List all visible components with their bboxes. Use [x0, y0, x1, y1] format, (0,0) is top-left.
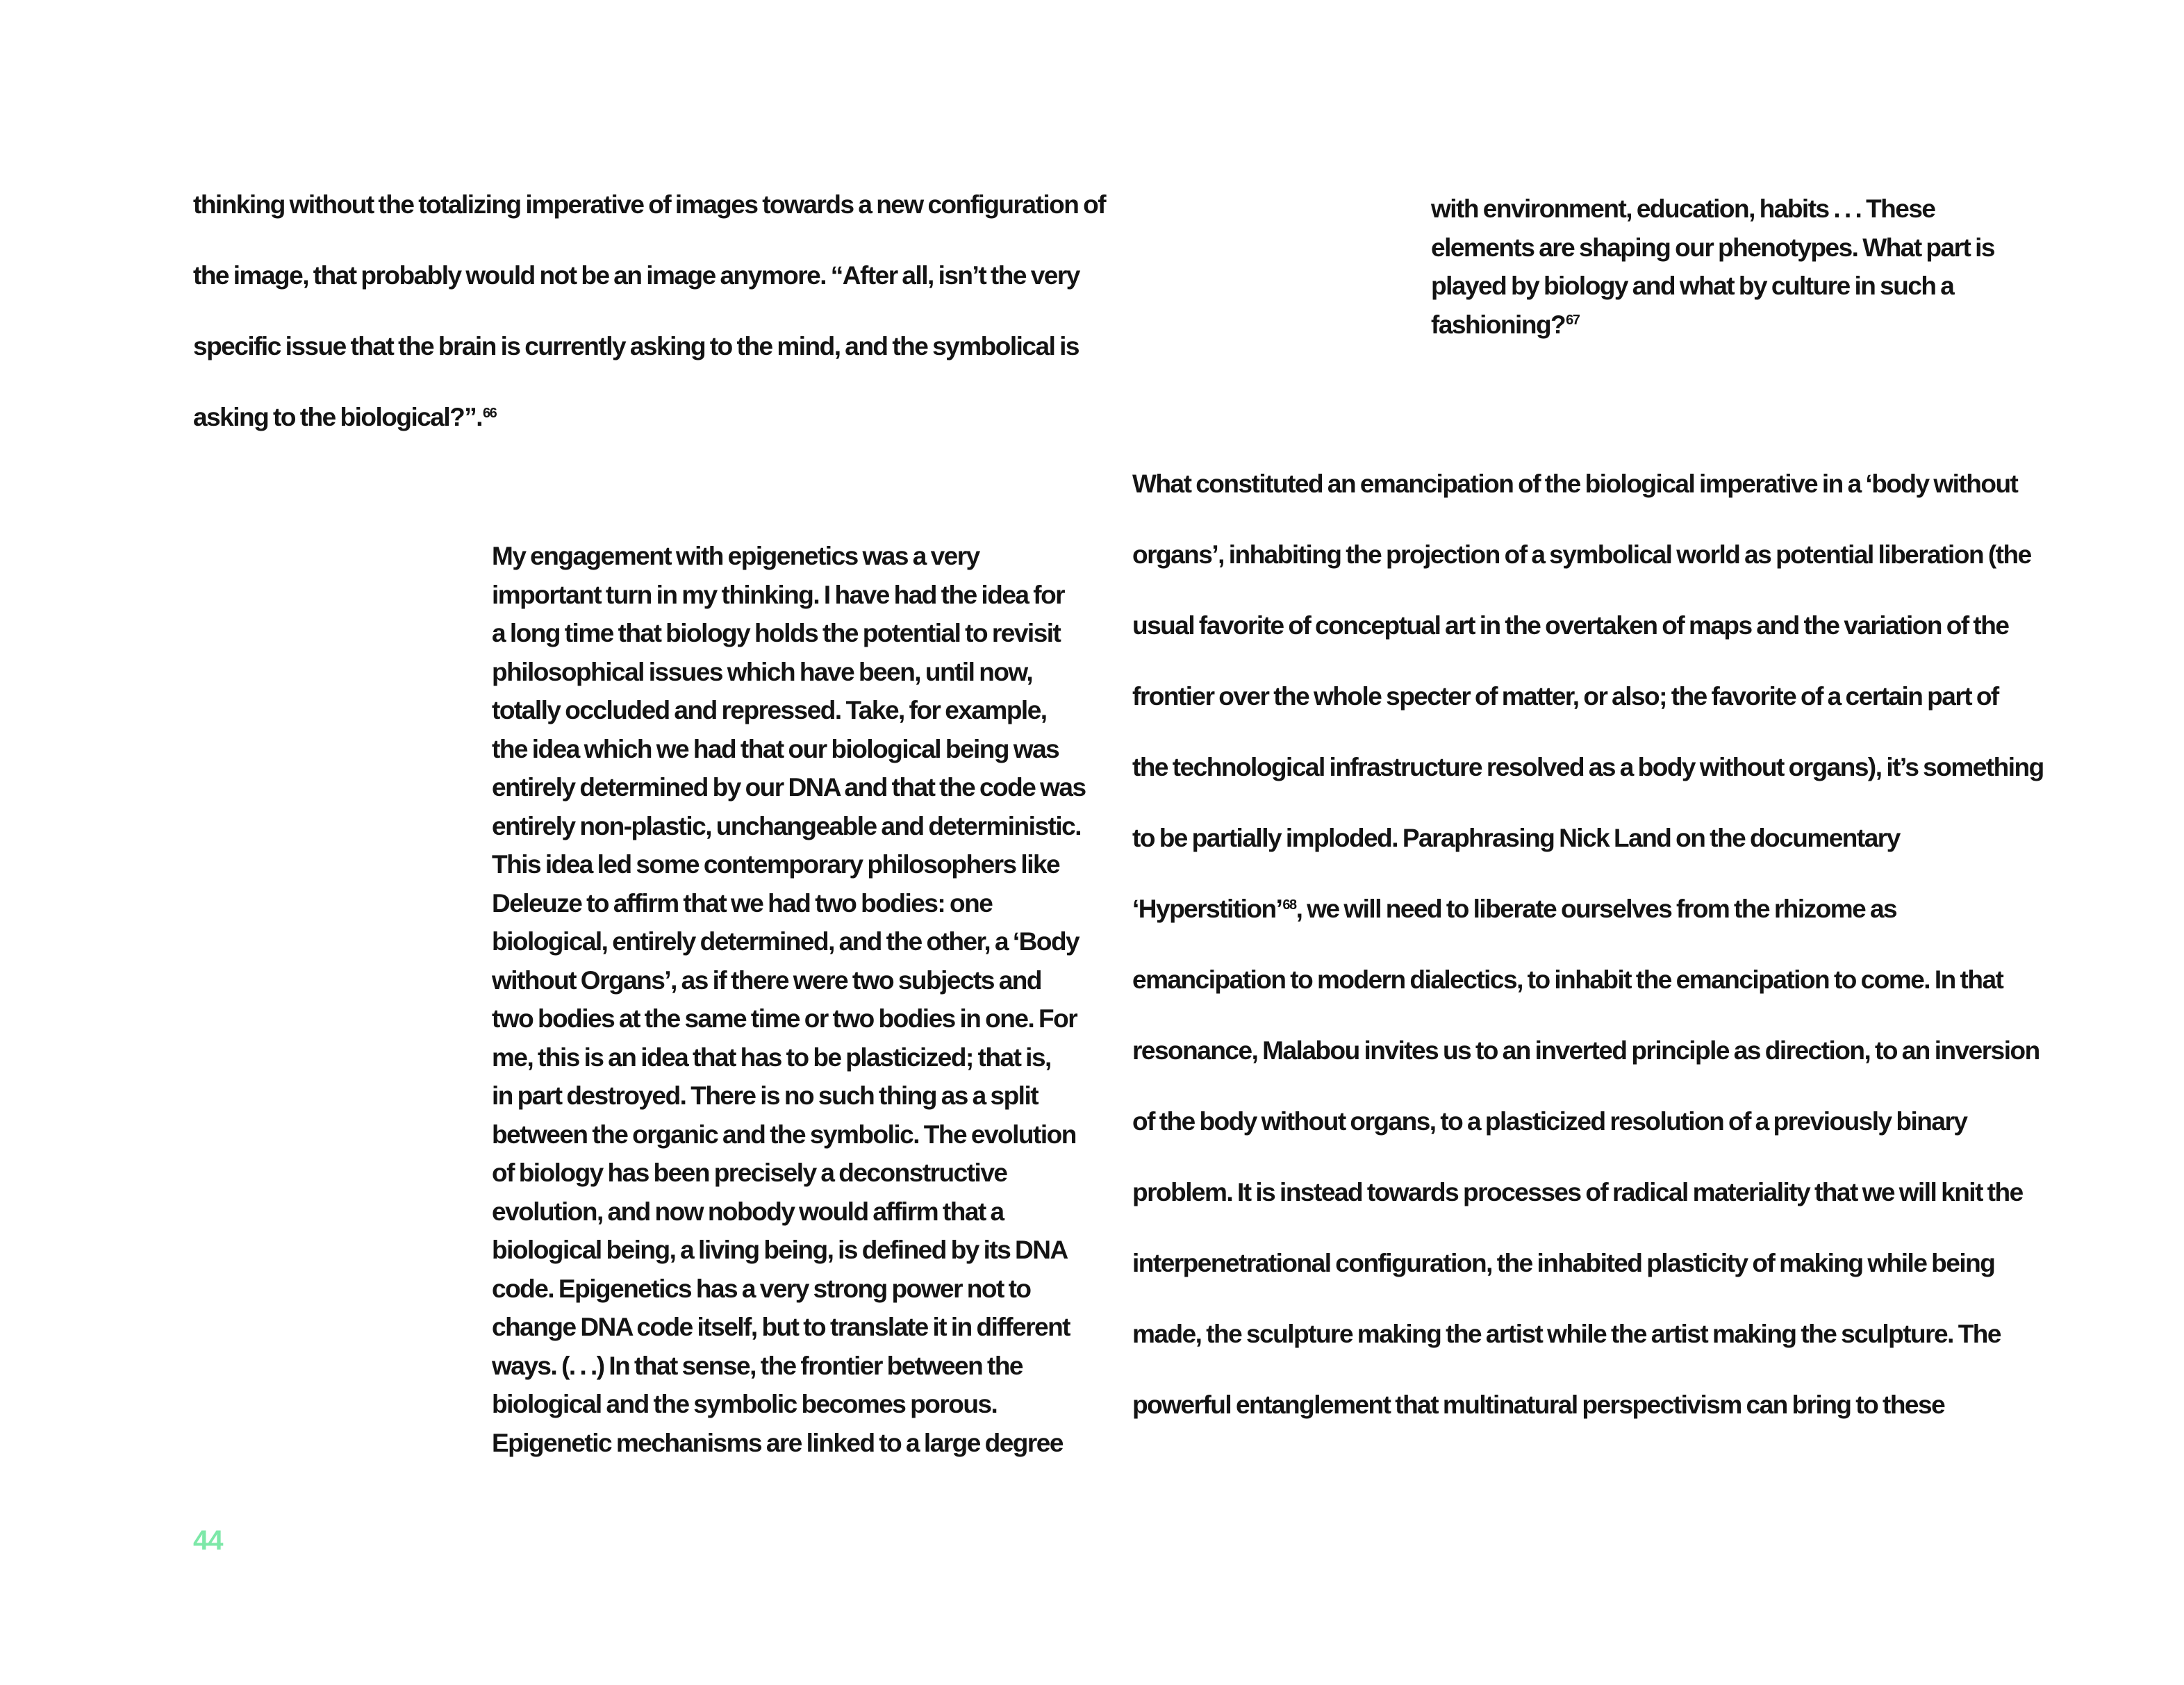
text-line-end: , we will need to liberate ourselves from the rhizome as: [1296, 895, 1897, 923]
text-line: the technological infrastructure resolved as a body without organs), it’s something: [1132, 753, 2044, 781]
text-line: organs’, inhabiting the projection of a symbolical world as potential liberation (the: [1132, 540, 2031, 569]
quote-line: biological, entirely determined, and the other, a ‘Body: [492, 927, 1079, 956]
right-block-quote: [1431, 190, 2028, 344]
quote-line: philosophical issues which have been, until now,: [492, 657, 1033, 686]
quote-line: two bodies at the same time or two bodies in one. For: [492, 1004, 1077, 1033]
text-line-start: ‘Hyperstition’: [1132, 895, 1282, 923]
text-line: problem. It is instead towards processes of radical materiality that we will knit the: [1132, 1178, 2023, 1206]
quote-line: change DNA code itself, but to translate it in different: [492, 1313, 1070, 1341]
text-line: [1132, 874, 2001, 945]
quote-line: Epigenetic mechanisms are linked to a large degree: [492, 1428, 1063, 1457]
footnote-marker: 66: [483, 406, 497, 421]
quote-line: in part destroyed. There is no such thing as a split: [492, 1081, 1039, 1110]
quote-line: [1431, 306, 2028, 345]
quote-line: the idea which we had that our biological being was: [492, 734, 1059, 763]
left-body-paragraph: [193, 169, 1106, 453]
quote-line-content: fashioning?: [1431, 310, 1566, 339]
quote-line: Deleuze to affirm that we had two bodies: one: [492, 888, 993, 918]
text-line: emancipation to modern dialectics, to inhabit the emancipation to come. In that: [1132, 965, 2003, 994]
text-line-content: asking to the biological?”.: [193, 403, 483, 431]
quote-line: elements are shaping our phenotypes. What part is: [1431, 233, 1994, 262]
text-line: thinking without the totalizing imperative of images towards a new configuration of: [193, 190, 1106, 219]
text-line: [193, 382, 1054, 453]
text-line: resonance, Malabou invites us to an inverted principle as direction, to an inversion: [1132, 1036, 2040, 1065]
quote-line: played by biology and what by culture in such a: [1431, 272, 1954, 300]
quote-line: biological being, a living being, is defined by its DNA: [492, 1236, 1068, 1264]
quote-line: evolution, and now nobody would affirm that a: [492, 1197, 1004, 1226]
quote-line: entirely non-plastic, unchangeable and deterministic.: [492, 811, 1081, 840]
quote-line: important turn in my thinking. I have had the idea for: [492, 580, 1065, 609]
text-line: usual favorite of conceptual art in the overtaken of maps and the variation of the: [1132, 611, 2009, 640]
page-number: 44: [193, 1525, 223, 1556]
quote-line: My engagement with epigenetics was a very: [492, 542, 979, 570]
quote-line: biological and the symbolic becomes porous.: [492, 1390, 998, 1418]
quote-line: ways. (. . .) In that sense, the frontier between the: [492, 1351, 1023, 1380]
text-line: specific issue that the brain is currently asking to the mind, and the symbolical is: [193, 332, 1079, 360]
quote-line: code. Epigenetics has a very strong power not to: [492, 1274, 1031, 1303]
quote-line: totally occluded and repressed. Take, for example,: [492, 696, 1047, 724]
footnote-marker: 67: [1566, 312, 1580, 328]
text-line: the image, that probably would not be an image anymore. “After all, isn’t the very: [193, 261, 1079, 290]
text-line: of the body without organs, to a plasticized resolution of a previously binary: [1132, 1107, 1967, 1136]
footnote-marker: 68: [1282, 897, 1296, 913]
right-body-paragraph: [1132, 449, 2044, 1441]
text-line: to be partially imploded. Paraphrasing Nick Land on the documentary: [1132, 824, 1900, 852]
text-line: What constituted an emancipation of the biological imperative in a ‘body without: [1132, 470, 2018, 498]
text-line: interpenetrational configuration, the inhabited plasticity of making while being: [1132, 1249, 1995, 1277]
quote-line: of biology has been precisely a deconstructive: [492, 1159, 1007, 1187]
quote-line: me, this is an idea that has to be plasticized; that is,: [492, 1043, 1051, 1072]
text-line: frontier over the whole specter of matter, or also; the favorite of a certain part of: [1132, 682, 1999, 711]
text-line: made, the sculpture making the artist while the artist making the sculpture. The: [1132, 1320, 2001, 1348]
quote-line: between the organic and the symbolic. The evolution: [492, 1120, 1076, 1149]
quote-line: without Organs’, as if there were two subjects and: [492, 965, 1042, 995]
left-block-quote: [492, 537, 1086, 1462]
quote-line: a long time that biology holds the potential to revisit: [492, 619, 1061, 647]
quote-line: entirely determined by our DNA and that the code was: [492, 773, 1086, 802]
text-line: powerful entanglement that multinatural perspectivism can bring to these: [1132, 1391, 1945, 1419]
quote-line: This idea led some contemporary philosophers like: [492, 850, 1060, 879]
quote-line: with environment, education, habits . . . These: [1431, 194, 1935, 223]
